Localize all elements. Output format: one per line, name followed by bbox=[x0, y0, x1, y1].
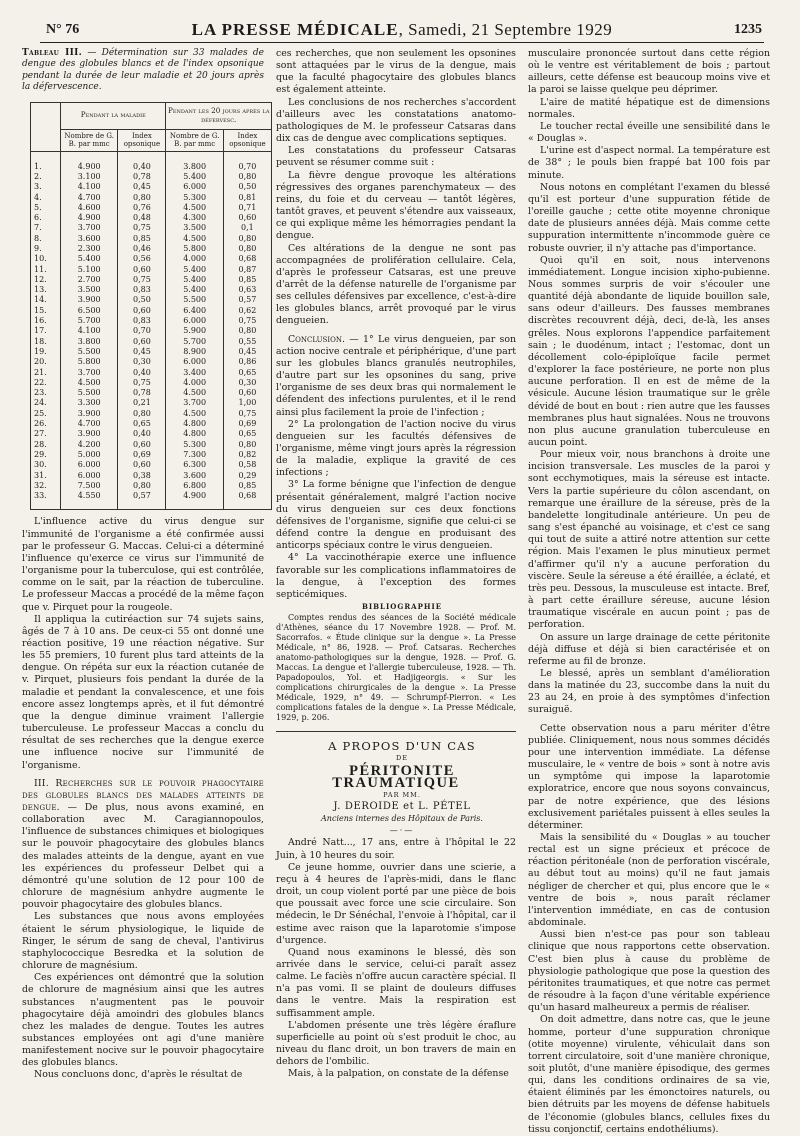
row-index-cell: 22. bbox=[34, 377, 47, 387]
row-index-cell: 2. bbox=[34, 171, 42, 181]
col-header-index-after: Index opsonique bbox=[223, 129, 271, 151]
table-cell: 4.500 bbox=[166, 409, 223, 419]
table-cell: 0,80 bbox=[118, 409, 166, 419]
row-index-cell: 21. bbox=[34, 367, 47, 377]
row-index-cell: 7. bbox=[34, 223, 42, 233]
conclusion-2: 2° La prolongation de l'action nocive du virus dengueien sur les facultés défensives de l'organisme, même vingt jours après la régression de la maladie, explique la gravité de ces infections ; bbox=[276, 418, 516, 479]
table-cell: 4.500 bbox=[166, 388, 223, 398]
row-index-cell: 31. bbox=[34, 470, 47, 480]
table-cell: 0,83 bbox=[118, 285, 166, 295]
table-cell: 0,58 bbox=[223, 460, 271, 470]
paragraph: Aussi bien n'est-ce pas pour son tableau clinique que nous rapportons cette observation. C'est bien plus à cause du problème de physiologie pathologique que pose la question des péritonites traumatiques, et que notre cas permet de résoudre à la façon d'une véritable expérience qu'un hasard malheureux a permis de réaliser. bbox=[528, 929, 770, 1014]
conclusion bbox=[276, 334, 516, 419]
table-row bbox=[31, 182, 271, 192]
table-cell: 8.900 bbox=[166, 347, 223, 357]
table-cell: 0,29 bbox=[223, 471, 271, 481]
table-cell: 0,80 bbox=[223, 326, 271, 336]
table-row bbox=[31, 429, 271, 439]
table-cell: 0,80 bbox=[223, 440, 271, 450]
table-cell: 0,60 bbox=[118, 440, 166, 450]
conclusion-4: 4° La vaccinothérapie exerce une influence favorable sur les complications inflammatoires de la dengue, à l'exception des formes septicémiques. bbox=[276, 552, 516, 600]
table-cell: 3.600 bbox=[61, 234, 118, 244]
table-cell: 0,65 bbox=[118, 419, 166, 429]
row-index-cell: 15. bbox=[34, 305, 47, 315]
table-cell: 3.800 bbox=[61, 337, 118, 347]
col-header-wbc-during: Nombre de G. B. par mmc bbox=[61, 129, 118, 151]
table-cell: 0,85 bbox=[223, 481, 271, 491]
table-cell: 0,71 bbox=[223, 203, 271, 213]
table-row bbox=[31, 234, 271, 244]
row-index-cell: 17. bbox=[34, 326, 47, 336]
table-cell: 0,76 bbox=[118, 203, 166, 213]
paragraph: Le blessé, après un semblant d'amélioration dans la matinée du 23, succombe dans la nuit du 23 au 24, en proie à des symptômes d'infection suraiguë. bbox=[528, 667, 770, 716]
table-cell: 4.200 bbox=[61, 440, 118, 450]
table-row bbox=[31, 275, 271, 285]
paragraph: Mais, à la palpation, on constate de la défense bbox=[288, 1068, 509, 1080]
col-header-index-during: Index opsonique bbox=[118, 129, 166, 151]
table-cell: 0,38 bbox=[118, 471, 166, 481]
paragraph: L'influence active du virus dengue sur l'immunité de l'organisme a été confirmée aussi par le professeur G. Maccas. Celui-ci a déterminé l'influence qu'exerce ce virus sur l'immunité de l'organisme pour la tuberculose, qui est contrôlée, comme on le sait, par la réaction de tuberculine. Le professeur Maccas a procédé de la même façon que v. Pirquet pour la rougeole. bbox=[22, 516, 264, 613]
table-cell: 7.500 bbox=[61, 481, 118, 491]
table-cell: 3.500 bbox=[166, 223, 223, 233]
table-cell: 0,85 bbox=[118, 234, 166, 244]
article-authors: J. DEROIDE et L. PÉTEL bbox=[333, 800, 471, 812]
paragraph: Cette observation nous a paru mériter d'être publiée. Cliniquement, nous nous sommes décidés pour une intervention immédiate. La défense musculaire, le « ventre de bois » sont à notre avis un symptôme qui impose la laparotomie exploratrice, encore que nous soyons convaincus, par de notre expérience, que des lésions exclusivement pariétales puissent à elles seules la déterminer. bbox=[528, 722, 770, 831]
table-cell: 1,00 bbox=[223, 398, 271, 408]
row-index-cell: 1. bbox=[34, 161, 42, 171]
table-row bbox=[31, 409, 271, 419]
row-index-cell: 23. bbox=[34, 388, 47, 398]
table-cell: 0,87 bbox=[223, 265, 271, 275]
table-row bbox=[31, 316, 271, 326]
table-cell: 0,80 bbox=[223, 234, 271, 244]
table-cell: 0,60 bbox=[223, 388, 271, 398]
table-row bbox=[31, 265, 271, 275]
table-cell: 0,70 bbox=[223, 162, 271, 172]
table-cell: 0,40 bbox=[118, 368, 166, 378]
row-index-cell: 32. bbox=[34, 480, 47, 490]
table-cell: 4.700 bbox=[61, 419, 118, 429]
table-body bbox=[31, 151, 271, 509]
table-cell: 0,45 bbox=[118, 347, 166, 357]
table-cell: 0,80 bbox=[118, 481, 166, 491]
table-cell: 0,60 bbox=[118, 265, 166, 275]
table-row bbox=[31, 368, 271, 378]
table-cell: 0,48 bbox=[118, 213, 166, 223]
row-index-cell: 25. bbox=[34, 408, 47, 418]
table-cell: 3.700 bbox=[61, 223, 118, 233]
row-index-cell: 29. bbox=[34, 449, 47, 459]
column-3 bbox=[528, 48, 770, 1136]
table-row bbox=[31, 460, 271, 470]
table-row bbox=[31, 419, 271, 429]
table-cell: 0,57 bbox=[118, 491, 166, 501]
table-row bbox=[31, 254, 271, 264]
table-cell: 0,65 bbox=[223, 368, 271, 378]
paragraph: Il appliqua la cutiréaction sur 74 sujets sains, âgés de 7 à 10 ans. De ceux-ci 55 ont donné une réaction positive, 19 une réaction négative. Sur les 55 premiers, 10 furent plus tard atteints de la dengue. On répéta sur eux la réaction cutanée de v. Pirquet, plusieurs fois pendant la durée de la maladie et pendant la convalescence, et une fois encore assez longtemps après, et il fut démontré que la dengue diminue vraiment l'allergie tuberculeuse. Le professeur Maccas a conclu du résultat de ses recherches que la dengue exerce une influence nocive sur l'immunité de l'organisme. bbox=[22, 613, 264, 771]
table-row bbox=[31, 162, 271, 172]
table-cell: 5.400 bbox=[166, 285, 223, 295]
row-index-cell: 20. bbox=[34, 357, 47, 367]
article-title: PÉRITONITE TRAUMATIQUE bbox=[332, 762, 460, 791]
table-row bbox=[31, 326, 271, 336]
table-cell: 6.000 bbox=[61, 460, 118, 470]
row-index-cell: 11. bbox=[34, 264, 47, 274]
table-row bbox=[31, 357, 271, 367]
table-cell: 5.000 bbox=[61, 450, 118, 460]
table-cell: 5.500 bbox=[166, 295, 223, 305]
section-text: — De plus, nous avons examiné, en collaboration avec M. Caragiannopoulos, l'influence de substances chimiques et biologiques sur le pouvoir phagocytaire des globules blancs des malades atteints de la dengue, ayant en vue les expériences du professeur Delbet qui a démontré qu'une solution de 12 pour 100 de chlorure de magnésium anhydre augmente le pouvoir phagocytaire des globules blancs. bbox=[22, 802, 264, 911]
table-cell: 0,86 bbox=[223, 357, 271, 367]
table-cell: 0,70 bbox=[118, 326, 166, 336]
paragraph: On assure un large drainage de cette péritonite déjà diffuse et déjà si bien caractérisée et on referme au fil de bronze. bbox=[528, 631, 770, 667]
table-cell: 0,65 bbox=[223, 429, 271, 439]
paragraph: Ces expériences ont démontré que la solution de chlorure de magnésium ainsi que les autres substances n'augmentent pas le pouvoir phagocytaire déjà amoindri des globules blancs chez les malades de dengue. Toutes les autres substances employées ont agi d'une manière manifestement nocive sur le pouvoir phagocytaire des globules blancs. bbox=[22, 972, 264, 1069]
table-cell: 5.300 bbox=[166, 193, 223, 203]
row-index-cell: 24. bbox=[34, 398, 47, 408]
table-cell: 0,63 bbox=[223, 285, 271, 295]
table-cell: 5.700 bbox=[166, 337, 223, 347]
row-index-cell: 30. bbox=[34, 460, 47, 470]
table-row bbox=[31, 203, 271, 213]
table-cell: 4.100 bbox=[61, 182, 118, 192]
journal-name: LA PRESSE MÉDICALE bbox=[191, 20, 399, 39]
table-cell: 0,83 bbox=[118, 316, 166, 326]
table-cell: 0,75 bbox=[223, 409, 271, 419]
table-row bbox=[31, 193, 271, 203]
table-caption bbox=[22, 48, 264, 94]
row-index-cell: 19. bbox=[34, 346, 47, 356]
paragraph: La fièvre dengue provoque les altérations régressives des organes parenchymateux — des reins, du foie et du cerveau — tantôt légères, tantôt graves, et peuvent s'étendre aux vaisseaux, ce qui explique même les hémorragies pendant la dengue. bbox=[276, 169, 516, 242]
journal-title bbox=[40, 20, 764, 40]
table-cell: 4.100 bbox=[61, 326, 118, 336]
table-cell: 3.100 bbox=[61, 172, 118, 182]
paragraph: Quand nous examinons le blessé, dès son arrivée dans le service, celui-ci paraît assez calme. Le faciès n'offre aucun caractère spécial. Il n'a pas vomi. Il se plaint de douleurs diffuses dans le ventre. Mais la respiration est suffisamment ample. bbox=[276, 946, 516, 1019]
conclusion-1: — 1° Le virus dengueien, par son action nocive centrale et périphérique, d'une part sur les globules blancs granulés neutrophiles, d'autre part sur les opsonines du sang, prive l'organisme de ses deux bras qui normalement le défendent des infections purulentes, et il le rend ainsi plus facilement la proie de l'infection ; bbox=[276, 333, 516, 418]
table-cell: 4.900 bbox=[61, 162, 118, 172]
table-cell: 5.300 bbox=[166, 440, 223, 450]
table-cell: 0,30 bbox=[118, 357, 166, 367]
column-2 bbox=[276, 48, 516, 1081]
conclusion-3: 3° La forme bénigne que l'infection de dengue présentait généralement, malgré l'action nocive du virus dengueien sur ces deux fonctions défensives de l'organisme, signifie que celui-ci se défend contre la dengue en produisant des anticorps spéciaux contre le virus dengueien. bbox=[276, 479, 516, 552]
table-cell: 0,82 bbox=[223, 450, 271, 460]
table-cell: 6.300 bbox=[166, 460, 223, 470]
table-cell: 3.700 bbox=[61, 368, 118, 378]
table-cell: 0,45 bbox=[118, 182, 166, 192]
table-cell: 0,1 bbox=[223, 223, 271, 233]
table-cell: 0,50 bbox=[223, 182, 271, 192]
table-cell: 4.550 bbox=[61, 491, 118, 501]
paragraph: Les constatations du professeur Catsaras peuvent se résumer comme suit : bbox=[276, 145, 516, 169]
conclusion-label: Conclusion. bbox=[288, 333, 345, 345]
table-cell: 5.400 bbox=[166, 265, 223, 275]
article-kicker: A PROPOS D'UN CAS bbox=[328, 739, 476, 754]
row-index-cell: 9. bbox=[34, 244, 42, 253]
paragraph: Ce jeune homme, ouvrier dans une scierie, a reçu à 4 heures de l'après-midi, dans le flanc droit, un coup violent porté par une pièce de bois que poussait avec force une scie circulaire. Son médecin, le Dr Sénéchal, l'envoie à l'hôpital, car il estime avec raison que la laparotomie s'impose d'urgence. bbox=[276, 861, 516, 946]
table-cell: 0,80 bbox=[118, 193, 166, 203]
table-cell: 5.700 bbox=[61, 316, 118, 326]
table-row bbox=[31, 172, 271, 182]
paragraph: L'abdomen présente une très légère éraflure superficielle au point où s'est produit le choc, au niveau du flanc droit, un bon travers de main en dehors de l'ombilic. bbox=[276, 1019, 516, 1068]
row-index-cell: 26. bbox=[34, 419, 47, 429]
table-cell: 0,60 bbox=[118, 337, 166, 347]
table-cell: 0,68 bbox=[223, 254, 271, 264]
paragraph: Mais la sensibilité du « Douglas » au toucher rectal est un signe précieux et précoce de réaction péritonéale (non de perforation viscérale, au début tout au moins) qu'il ne faut jamais négliger de chercher et qui, plus encore que le « ventre de bois », nous paraît réclamer l'intervention immédiate, en cas de contusion abdominale. bbox=[528, 832, 770, 929]
table-cell: 0,46 bbox=[118, 244, 166, 254]
table-cell: 0,40 bbox=[118, 162, 166, 172]
table-cell: 0,85 bbox=[223, 275, 271, 285]
row-index-cell: 27. bbox=[34, 429, 47, 439]
table-row bbox=[31, 213, 271, 223]
table-cell: 4.300 bbox=[166, 213, 223, 223]
paragraph: ces recherches, que non seulement les opsonines sont attaquées par le virus de la dengue, mais que la faculté phagocytaire des globules blancs est également atteinte. bbox=[276, 48, 516, 96]
table-cell: 0,62 bbox=[223, 306, 271, 316]
issue-number: N° 76 bbox=[46, 22, 80, 37]
table-cell: 4.600 bbox=[61, 203, 118, 213]
paragraph: musculaire prononcée surtout dans cette région où le ventre est véritablement de bois ; partout ailleurs, cette défense est beaucoup moins vive et la paroi se laisse quelque peu déprimer. bbox=[528, 48, 770, 96]
table-cell: 0,30 bbox=[223, 378, 271, 388]
table-cell: 4.900 bbox=[166, 491, 223, 501]
table-cell: 6.400 bbox=[166, 306, 223, 316]
table-cell: 0,57 bbox=[223, 295, 271, 305]
bibliography: Comptes rendus des séances de la Société médicale d'Athènes, séance du 17 Novembre 1928. — Prof. M. Sacorrafos. « Étude clinique sur la dengue ». La Presse Médicale, n° 86, 1928. — Prof. Catsaras. Recherches anatomo-pathologiques sur la dengue, 1928. — Prof. G. Maccas. La dengue et l'allergie tuberculeuse, 1928. — Th. Papadopoulos, Yol. et Hadjigeorgis. « Sur les complications chirurgicales de la dengue ». La Presse Médicale, 1929, n° 49. — Schrumpf-Pierron. « Les complications fatales de la dengue ». La Presse Médicale, 1929, p. 206. bbox=[276, 613, 516, 723]
table-row bbox=[31, 223, 271, 233]
table-cell: 3.700 bbox=[166, 398, 223, 408]
table-cell: 0,55 bbox=[223, 337, 271, 347]
table-cell: 0,68 bbox=[223, 491, 271, 501]
table-cell: 6.000 bbox=[166, 182, 223, 192]
bibliography-heading: BIBLIOGRAPHIE bbox=[361, 602, 443, 612]
table-cell: 7.300 bbox=[166, 450, 223, 460]
article-par: PAR MM. bbox=[383, 790, 421, 799]
table-cell: 4.500 bbox=[166, 234, 223, 244]
table-cell: 0,78 bbox=[118, 388, 166, 398]
table-row bbox=[31, 337, 271, 347]
row-index-cell: 8. bbox=[34, 233, 42, 243]
table-cell: 3.900 bbox=[61, 295, 118, 305]
table-cell: 0,80 bbox=[223, 244, 271, 254]
table-cell: 0,75 bbox=[118, 275, 166, 285]
group-header-during: Pendant la maladie bbox=[61, 103, 166, 130]
table-cell: 0,21 bbox=[118, 398, 166, 408]
paragraph: Quoi qu'il en soit, nous intervenons immédiatement. Longue incision xipho-pubienne. Nous sommes surpris de voir s'écouler une quantité déjà abondante de liquide bouillon sale, sans odeur d'ailleurs. Des fausses membranes discrètes recouvrent déjà, deci, de-là, les anses grêles. Nous explorons l'appendice parfaitement sain ; le duodénum, intact ; l'estomac, dont un décollement colo-épiploïque facile permet d'explorer la face postérieure, ne porte non plus aucune perforation. Il en est de même de la vésicule. Aucune lésion traumatique sur le grêle dévidé de bout en bout : rien autre que les fausses membranes plus haut signalées. Nous ne trouvons non plus aucune granulation tuberculeuse en aucun point. bbox=[528, 254, 770, 448]
table-row bbox=[31, 388, 271, 398]
table-cell: 6.000 bbox=[166, 357, 223, 367]
table-row bbox=[31, 378, 271, 388]
paragraph: Les substances que nous avons employées étaient le sérum physiologique, le liquide de Ringer, le sérum de sang de cheval, l'antivirus staphylococcique Besredka et la solution de chlorure de magnésium. bbox=[22, 911, 264, 972]
table-cell: 6.800 bbox=[166, 481, 223, 491]
table-cell: 0,50 bbox=[118, 295, 166, 305]
table-cell: 4.700 bbox=[61, 193, 118, 203]
running-header bbox=[40, 20, 764, 43]
table-cell: 0,75 bbox=[223, 316, 271, 326]
row-index-cell: 28. bbox=[34, 439, 47, 449]
table-cell: 3.900 bbox=[61, 409, 118, 419]
table-label: Tableau III. bbox=[22, 48, 83, 58]
article-affiliation: Anciens internes des Hôpitaux de Paris. bbox=[321, 814, 483, 824]
table-row bbox=[31, 285, 271, 295]
table-cell: 0,69 bbox=[118, 450, 166, 460]
table-cell: 4.500 bbox=[166, 203, 223, 213]
table-row bbox=[31, 450, 271, 460]
paragraph: Pour mieux voir, nous branchons à droite une incision transversale. Les muscles de la paroi y sont ecchymotiques, mais la séreuse est intacte. Vers la partie supérieure du côlon ascendant, on remarque une éraillure de la séreuse, près de la bandelette longitudinale antérieure. Un peu de sang s'est épanché au voisinage, et c'est ce sang qui tout de suite a attiré notre attention sur cette région. Mais l'examen le plus minutieux permet d'affirmer qu'il n'y a aucune perforation du viscère. Seule la séreuse a été éraillée, a éclaté, et très peu. Dessous, la musculeuse est intacte. Bref, à part cette éraillure séreuse, aucune lésion traumatique viscérale en aucun point ; pas de perforation. bbox=[528, 449, 770, 631]
table-cell: 2.700 bbox=[61, 275, 118, 285]
table-cell: 5.900 bbox=[166, 326, 223, 336]
table-cell: 5.400 bbox=[61, 254, 118, 264]
table-row bbox=[31, 481, 271, 491]
table-cell: 4.500 bbox=[61, 378, 118, 388]
table-cell: 0,81 bbox=[223, 193, 271, 203]
data-table bbox=[31, 103, 271, 510]
table-cell: 3.600 bbox=[166, 471, 223, 481]
article-ornament: —·— bbox=[389, 826, 415, 836]
row-index-header bbox=[31, 103, 61, 152]
table-cell: 4.000 bbox=[166, 254, 223, 264]
article-divider bbox=[276, 731, 516, 732]
table-row bbox=[31, 491, 271, 501]
group-header-after: Pendant les 20 jours après la défervesc. bbox=[166, 103, 271, 130]
table-cell: 5.400 bbox=[166, 275, 223, 285]
table-cell: 0,80 bbox=[223, 172, 271, 182]
table-cell: 0,45 bbox=[223, 347, 271, 357]
table-cell: 5.800 bbox=[166, 244, 223, 254]
table-row bbox=[31, 471, 271, 481]
table-cell: 6.500 bbox=[61, 306, 118, 316]
row-index-cell: 16. bbox=[34, 316, 47, 326]
row-index-cell: 13. bbox=[34, 285, 47, 295]
table-cell: 3.900 bbox=[61, 429, 118, 439]
table-cell: 0,40 bbox=[118, 429, 166, 439]
table-cell: 0,69 bbox=[223, 419, 271, 429]
paragraph: André Natt..., 17 ans, entre à l'hôpital le 22 Juin, à 10 heures du soir. bbox=[276, 837, 516, 861]
table-cell: 0,75 bbox=[118, 223, 166, 233]
col-header-wbc-after: Nombre de G. B. par mmc bbox=[166, 129, 223, 151]
paragraph: On doit admettre, dans notre cas, que le jeune homme, porteur d'une suppuration chronique (otite moyenne) virulente, véhiculait dans son torrent circulatoire, soit d'une manière chronique, soit plutôt, d'une manière épisodique, des germes qui, dans les conditions ordinaires de sa vie, étaient éliminés par les émonctoires naturels, ou bien détruits par les moyens de défense habituels de l'économie (globules blancs, cellules fixes du tissu conjonctif, certains endothéliums). bbox=[528, 1014, 770, 1135]
table-row bbox=[31, 244, 271, 254]
table-cell: 0,56 bbox=[118, 254, 166, 264]
table-row bbox=[31, 398, 271, 408]
column-1 bbox=[22, 48, 270, 1082]
paragraph: Ces altérations de la dengue ne sont pas accompagnées de prolifération cellulaire. Cela, d'après le professeur Catsaras, est une preuve d'arrêt de la défense naturelle de l'organisme par ses cellules défensives par excellence, c'est-à-dire les globules blancs, arrêt provoqué par le virus dengueien. bbox=[276, 242, 516, 327]
section-3 bbox=[22, 778, 264, 912]
table-cell: 6.000 bbox=[166, 316, 223, 326]
table-cell: 0,78 bbox=[118, 172, 166, 182]
table-row bbox=[31, 306, 271, 316]
table-row bbox=[31, 347, 271, 357]
data-table-frame bbox=[30, 102, 272, 511]
section-heading: III. Recherches sur le pouvoir phagocytaire des globules blancs des malades atteints de dengue. bbox=[22, 777, 264, 814]
paragraph: L'urine est d'aspect normal. La température est de 38° ; le pouls bien frappé bat 100 fois par minute. bbox=[528, 145, 770, 181]
table-cell: 0,60 bbox=[118, 460, 166, 470]
row-index-cell: 6. bbox=[34, 213, 42, 223]
row-index-cell: 33. bbox=[34, 491, 47, 501]
table-cell: 6.000 bbox=[61, 471, 118, 481]
table-caption-text: — Détermination sur 33 malades de dengue des globules blancs et de l'index opsonique pendant la durée de leur maladie et 20 jours après la défervescence. bbox=[22, 48, 265, 93]
paragraph: Nous notons en complétant l'examen du blessé qu'il est porteur d'une suppuration fétide de l'oreille gauche ; cette otite moyenne chronique date de plusieurs années déjà. Mais comme cette suppuration intermittente n'incommode guère ce robuste ouvrier, il n'y attache pas d'importance. bbox=[528, 181, 770, 254]
table-cell: 4.000 bbox=[166, 378, 223, 388]
table-cell: 5.400 bbox=[166, 172, 223, 182]
table-cell: 0,60 bbox=[223, 213, 271, 223]
table-cell: 5.800 bbox=[61, 357, 118, 367]
paragraph: Nous concluons donc, d'après le résultat de bbox=[34, 1069, 243, 1081]
table-cell: 5.500 bbox=[61, 388, 118, 398]
table-cell: 0,75 bbox=[118, 378, 166, 388]
table-cell: 3.300 bbox=[61, 398, 118, 408]
table-row bbox=[31, 295, 271, 305]
table-cell: 4.800 bbox=[166, 429, 223, 439]
article-de: DE bbox=[396, 754, 408, 763]
issue-date: , Samedi, 21 Septembre 1929 bbox=[398, 20, 613, 39]
table-cell: 0,60 bbox=[118, 306, 166, 316]
row-index-cell: 18. bbox=[34, 336, 47, 346]
row-index-cell: 5. bbox=[34, 202, 42, 212]
table-row bbox=[31, 440, 271, 450]
row-index-cell: 12. bbox=[34, 274, 47, 284]
paragraph: L'aire de matité hépatique est de dimensions normales. bbox=[528, 96, 770, 120]
table-cell: 4.800 bbox=[166, 419, 223, 429]
row-index-cell: 10. bbox=[34, 254, 47, 264]
row-index-cell: 3. bbox=[34, 182, 42, 192]
row-index-cell: 4. bbox=[34, 192, 42, 202]
table-cell: 5.500 bbox=[61, 347, 118, 357]
page-number: 1235 bbox=[734, 22, 762, 37]
paragraph: Les conclusions de nos recherches s'accordent d'ailleurs avec les constatations anatomo-pathologiques de M. le professeur Catsaras dans dix cas de dengue avec complications septiques. bbox=[276, 96, 516, 145]
table-cell: 3.800 bbox=[166, 162, 223, 172]
table-cell: 3.400 bbox=[166, 368, 223, 378]
row-index-cell: 14. bbox=[34, 295, 47, 305]
table-cell: 4.900 bbox=[61, 213, 118, 223]
table-cell: 5.100 bbox=[61, 265, 118, 275]
table-cell: 2.300 bbox=[61, 244, 118, 254]
paragraph: Le toucher rectal éveille une sensibilité dans le « Douglas ». bbox=[528, 120, 770, 145]
table-cell: 3.500 bbox=[61, 285, 118, 295]
